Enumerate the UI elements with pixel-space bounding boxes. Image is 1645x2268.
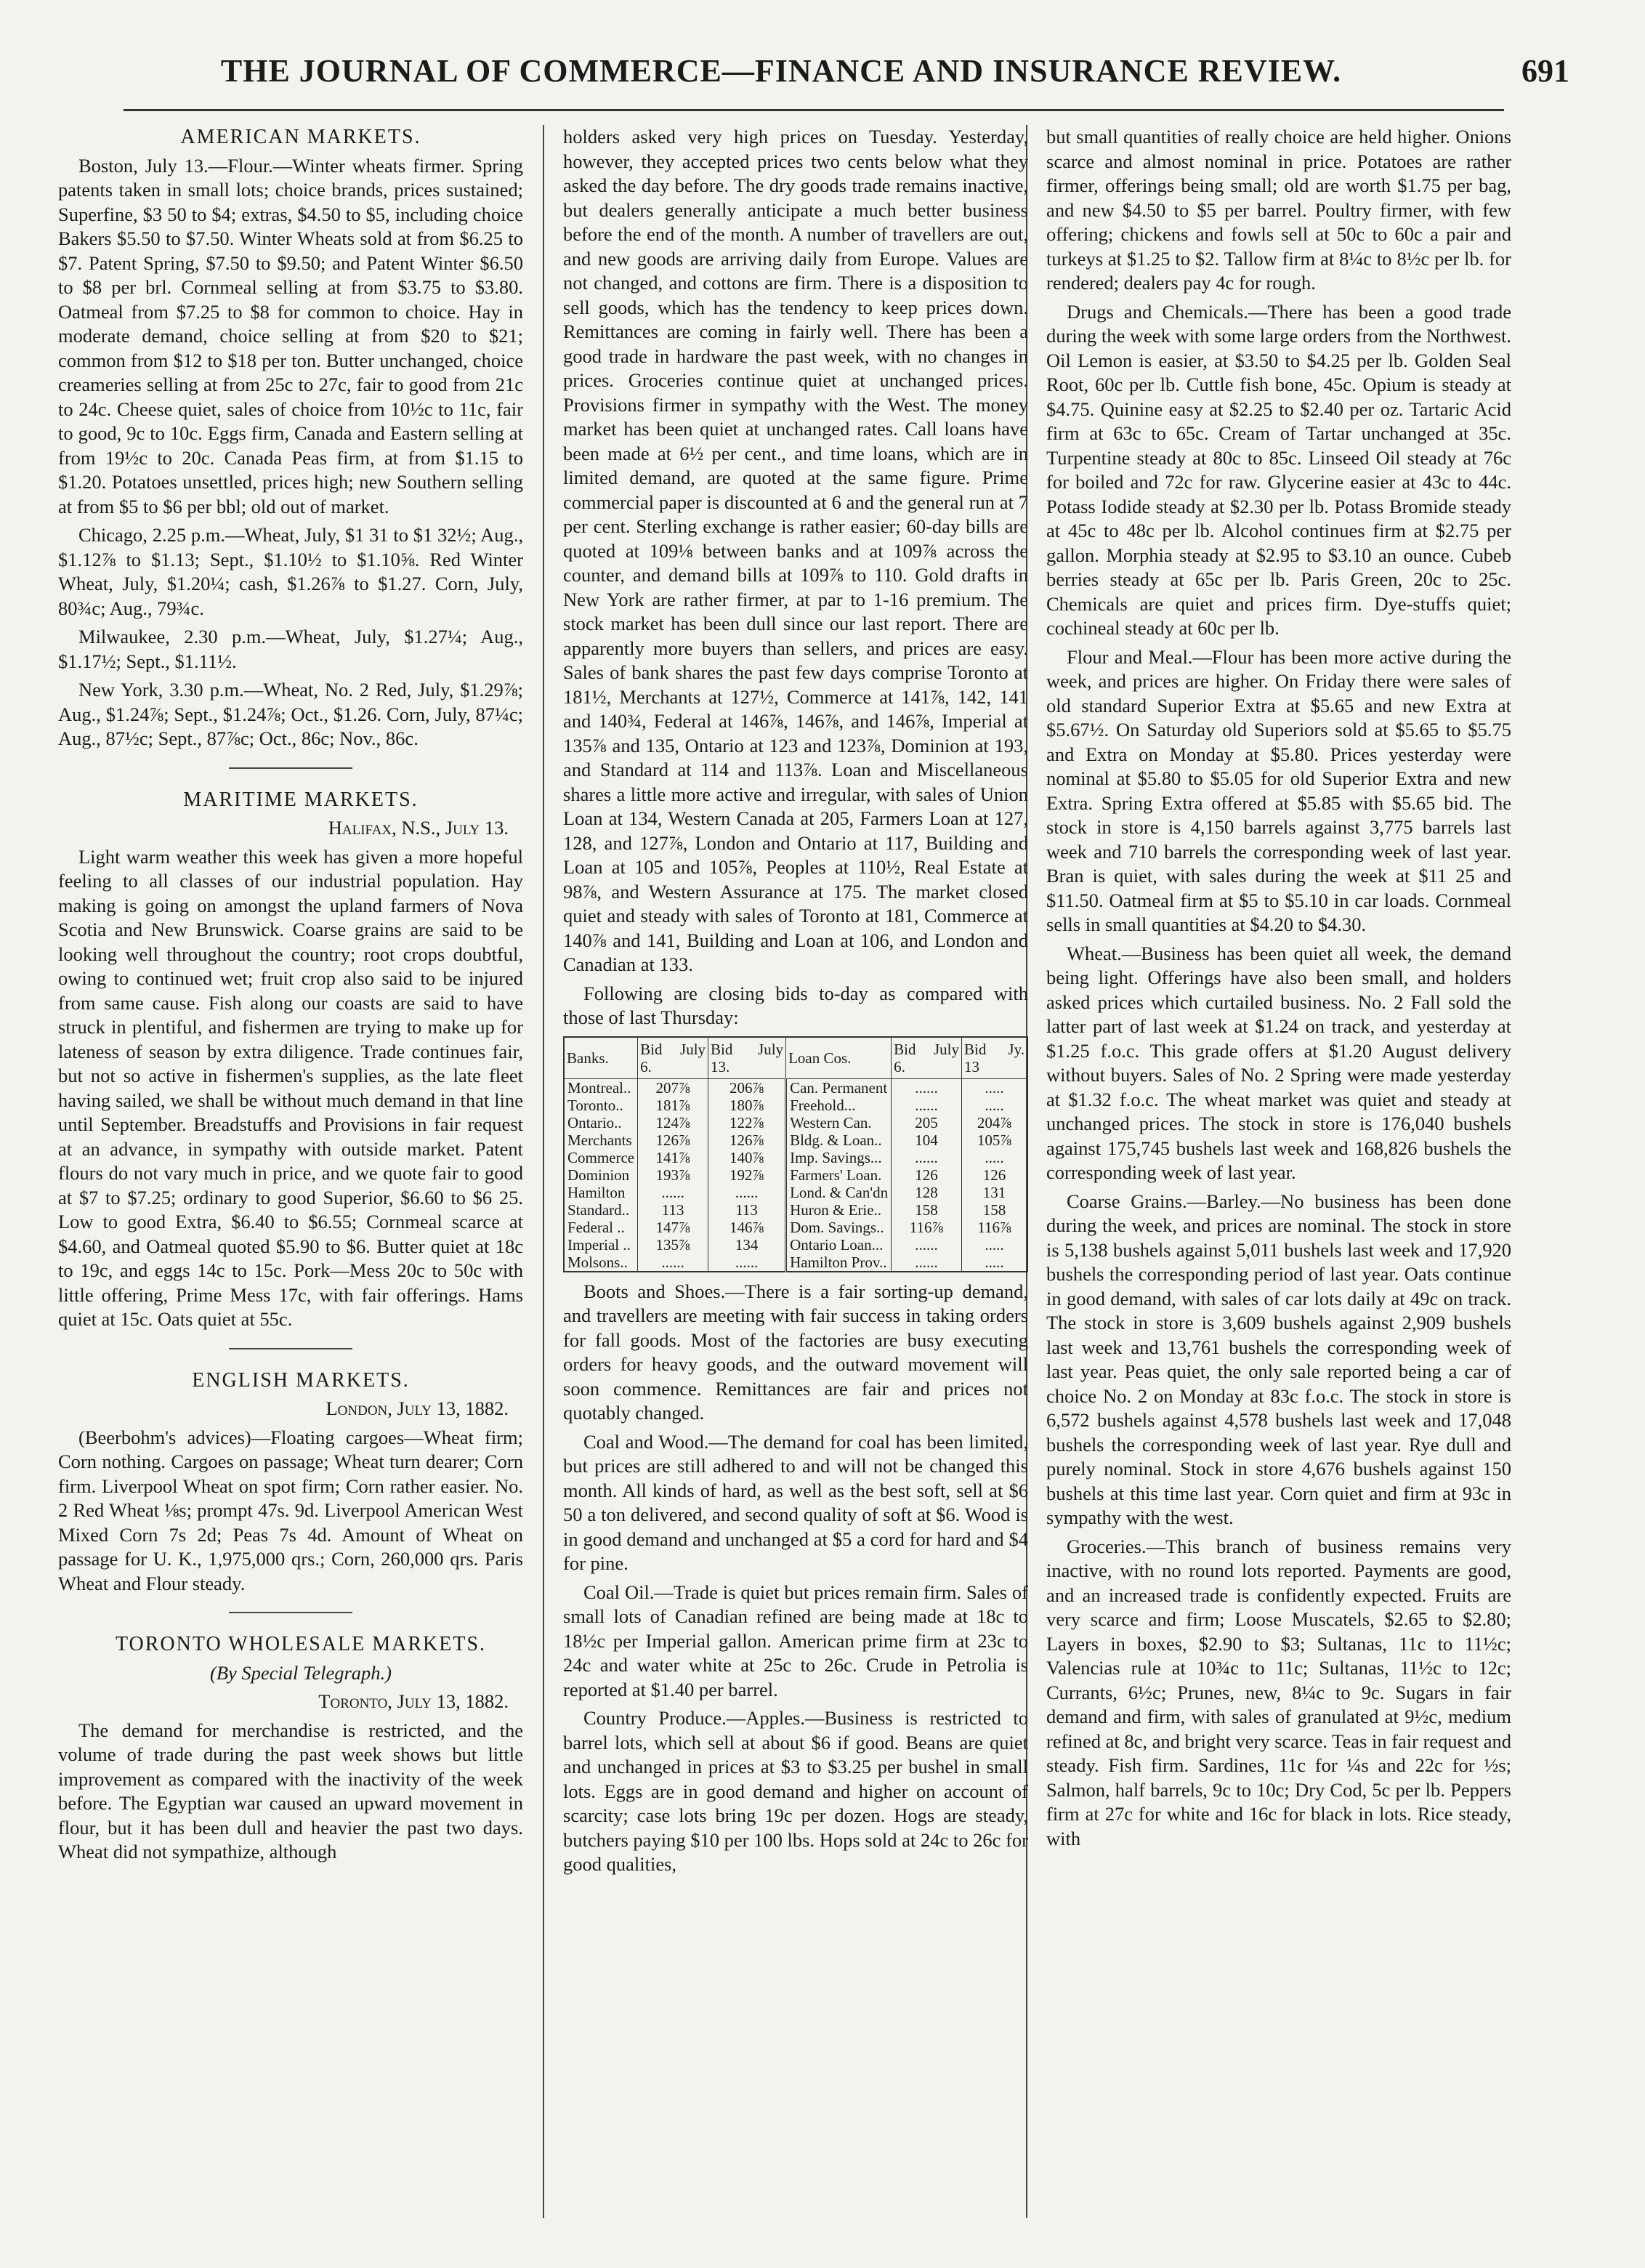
page-number: 691 <box>1521 53 1569 89</box>
column-divider <box>543 125 544 2218</box>
loan-bid-july-6: ...... <box>892 1236 962 1254</box>
loan-co-name: Freehold... <box>786 1097 892 1114</box>
bank-name: Molsons.. <box>564 1254 638 1272</box>
header-bid-july-13-loan: Bid Jy. 13 <box>961 1037 1027 1079</box>
bank-bid-july-6: 135⅞ <box>638 1236 708 1254</box>
toronto-markets-title: TORONTO WHOLESALE MARKETS. <box>115 1633 487 1655</box>
loan-bid-july-6: 104 <box>892 1131 962 1149</box>
coal-oil-paragraph: Coal Oil.—Trade is quiet but prices remain firm. Sales of small lots of Canadian refined are being made at 18c to 18½c per Imperial gallon. American prime firm at 23c to 24c and water white at 25c to 26c. Crude in Petrolia is reported at $1.40 per barrel. <box>563 1581 1028 1700</box>
bank-name: Standard.. <box>564 1201 638 1219</box>
loan-bid-july-13: 126 <box>961 1166 1027 1184</box>
header-loan-cos: Loan Cos. <box>786 1037 892 1079</box>
bank-name: Commerce <box>564 1149 638 1166</box>
loan-co-name: Farmers' Loan. <box>786 1166 892 1184</box>
maritime-paragraph: Light warm weather this week has given a more hopeful feeling to all classes of our industrial population. Hay making is going on amongst the upland farmers of Nova Scotia and New Brunswick. Coarse grains are said to be looking well throughout the country; root crops doubtful, owing to continued wet; fruit crop also said to be injured from same cause. Fish along our coasts are said to have struck in plentiful, and fishermen are trying to make up for lateness of season by extra diligence. Trade continues fair, but not so active in fishermen's supplies, as the late fleet having sailed, we shall be without much demand in that line until September. Breadstuffs and Provisions in fair request at an advance, in sympathy with outside market. Patent flours do not vary much in price, and we quote fair to good at $7 to $7.25; ordinary to good Superior, $6.60 to $6 25. Low to good Extra, $6.40 to $6.55; Cornmeal scarce at $4.60, and Oatmeal quoted $5.90 to $6. Butter quiet at 18c to 19c, and eggs 14c to 15c. Pork—Mess 20c to 50c with little offering, Prime Mess 17c, with fair offerings. Hams quiet at 15c. Oats quiet at 55c. <box>58 845 523 1330</box>
bank-bid-july-6: 126⅞ <box>638 1131 708 1149</box>
loan-bid-july-6: 126 <box>892 1166 962 1184</box>
table-row <box>564 1219 1027 1236</box>
loan-bid-july-13: 105⅞ <box>961 1131 1027 1149</box>
bank-bid-july-6: 207⅞ <box>638 1078 708 1097</box>
header-bid-july-6: Bid July 6. <box>638 1037 708 1079</box>
produce-continued-paragraph: but small quantities of really choice are held higher. Onions scarce and almost nominal in price. Potatoes are rather firmer, offerings being small; old are worth $1.75 per bag, and new $4.50 to $5 per barrel. Poultry firmer, with few offering; chickens and fowls sell at 50c to 60c a pair and turkeys at $1.25 to $2. Tallow firm at 8¼c to 8½c per lb. for rendered; dealers pay 4c for rough. <box>1046 126 1511 294</box>
loan-co-name: Huron & Erie.. <box>786 1201 892 1219</box>
bank-name: Federal .. <box>564 1219 638 1236</box>
toronto-continued-paragraph: holders asked very high prices on Tuesday. Yesterday, however, they accepted prices two cents below what they asked the day before. The dry goods trade remains inactive, but dealers generally anticipate a much better business before the end of the month. A number of travellers are out, and new goods are arriving daily from Europe. Values are not changed, and cottons are firm. There is a disposition to sell goods, which has the tendency to keep prices down. Remittances are coming in fairly well. There has been a good trade in hardware the past week, with no changes in prices. Groceries continue quiet at unchanged prices. Provisions firmer in sympathy with the West. The money market has been quiet at unchanged rates. Call loans have been made at 6½ per cent., and time loans, which are in limited demand, are quoted at the same figure. Prime commercial paper is discounted at 6 and the general run at 7 per cent. Sterling exchange is rather easier; 60-day bills are quoted at 109⅛ between banks and at 109⅞ across the counter, and demand bills at 109⅞ to 110. Gold drafts in New York are rather firmer, at par to 1-16 premium. The stock market has been dull since our last report. There are apparently more buyers than sellers, and prices are easy. Sales of bank shares the past few days comprise Toronto at 181½, Merchants at 127½, Commerce at 141⅞, 142, 141 and 140¾, Federal at 146⅞, 146⅞, and 146⅞, Imperial at 135⅞ and 135, Ontario at 123 and 123⅞, Dominion at 193, and Standard at 114 and 113⅞. Loan and Miscellaneous shares a little more active and irregular, with sales of Union Loan at 134, Western Canada at 205, Farmers Loan at 127, 128, and 127⅞, London and Ontario at 117, Building and Loan at 105 and 105⅞, Peoples at 110½, Real Estate at 98⅞, and Western Assurance at 175. The market closed quiet and steady with sales of Toronto at 181, Commerce at 140⅞ and 141, Building and Loan at 106, and London and Canadian at 133. <box>563 126 1028 975</box>
country-produce-paragraph: Country Produce.—Apples.—Business is restricted to barrel lots, which sell at about $6 if good. Beans are quiet and unchanged in prices at $3 to $3.25 per bushel in small lots. Eggs are in good demand and higher on account of scarcity; case lots bring 19c per dozen. Hogs are steady, butchers paying $10 per 100 lbs. Hops sold at 24c to 26c for good qualities, <box>563 1707 1028 1875</box>
bank-bid-july-13: 113 <box>708 1201 786 1219</box>
loan-bid-july-6: ...... <box>892 1078 962 1097</box>
table-row <box>564 1184 1027 1201</box>
loan-bid-july-13: ..... <box>961 1097 1027 1114</box>
bank-bid-july-13: 126⅞ <box>708 1131 786 1149</box>
loan-co-name: Can. Permanent <box>786 1078 892 1097</box>
column-3 <box>1046 125 1511 2232</box>
bank-bid-july-6: ...... <box>638 1184 708 1201</box>
section-rule <box>229 1612 352 1613</box>
toronto-paragraph: The demand for merchandise is restricted, and the volume of trade during the past week shows but little improvement as compared with the inactivity of the week before. The Egyptian war caused an upward movement in flour, but it has been dull and heavier the past two days. Wheat did not sympathize, although <box>58 1719 523 1863</box>
bank-bid-july-13: 140⅞ <box>708 1149 786 1166</box>
loan-bid-july-13: ..... <box>961 1236 1027 1254</box>
bids-table-body <box>564 1078 1027 1272</box>
loan-co-name: Lond. & Can'dn <box>786 1184 892 1201</box>
bank-name: Imperial .. <box>564 1236 638 1254</box>
bids-table-header <box>564 1037 1027 1079</box>
loan-bid-july-6: 205 <box>892 1114 962 1131</box>
flour-meal-paragraph: Flour and Meal.—Flour has been more active during the week, and prices are higher. On Friday there were sales of old standard Superior Extra at $5.65 and new Extra at $5.67½. On Saturday old Superiors sold at $5.65 to $5.75 and Extra on Monday at $5.80. Prices yesterday were nominal at $5.80 to $5.05 for old Superior Extra and new Extra. Spring Extra offered at $5.85 with $5.65 bid. The stock in store is 4,150 barrels against 3,775 barrels last week and 710 barrels the corresponding week of last year. Bran is quiet, with sales during the week at $11 25 and $11.50. Oatmeal firm at $5 to $5.10 in car loads. Cornmeal sells in small quantities at $4.20 to $4.30. <box>1046 645 1511 935</box>
american-chicago-paragraph: Chicago, 2.25 p.m.—Wheat, July, $1 31 to $1 32½; Aug., $1.12⅞ to $1.13; Sept., $1.10½ to $1.10⅝. Red Winter Wheat, July, $1.20¼; cash, $1.26⅞ to $1.27. Corn, July, 80¾c; Aug., 79¾c. <box>58 524 523 619</box>
header-banks: Banks. <box>564 1037 638 1079</box>
loan-co-name: Dom. Savings.. <box>786 1219 892 1236</box>
bids-table <box>563 1036 1028 1272</box>
table-row <box>564 1201 1027 1219</box>
loan-co-name: Ontario Loan... <box>786 1236 892 1254</box>
loan-co-name: Imp. Savings... <box>786 1149 892 1166</box>
boots-shoes-paragraph: Boots and Shoes.—There is a fair sorting-up demand, and travellers are meeting with fair success in taking orders for fall goods. Most of the factories are busy executing orders for heavy goods, and the outward movement will soon commence. Remittances are fair and prices not quotably changed. <box>563 1280 1028 1424</box>
section-rule <box>229 1348 352 1349</box>
loan-bid-july-6: 116⅞ <box>892 1219 962 1236</box>
bank-bid-july-13: ...... <box>708 1184 786 1201</box>
bank-name: Hamilton <box>564 1184 638 1201</box>
column-2 <box>563 125 1028 2232</box>
groceries-paragraph: Groceries.—This branch of business remains very inactive, with no round lots reported. Payments are good, and an increased trade is confidently expected. Fruits are very scarce and firm; Loose Muscatels, $2.65 to $2.80; Layers in boxes, $2.90 to $3; Sultanas, 11c to 11½c; Valencias rule at 10¾c to 11c; Sultanas, 11½c to 12c; Currants, 6½c; Prunes, new, 8¼c to 9c. Sugars in fair demand and firm, with sales of granulated at 9½c, medium refined at 8c, and bright very scarce. Teas in fair request and steady. Fish firm. Sardines, 11c for ¼s and 22c for ½s; Salmon, half barrels, 9c to 10c; Dry Cod, 5c per lb. Peppers firm at 27c for white and 16c for black in lots. Rice steady, with <box>1046 1535 1511 1849</box>
english-paragraph: (Beerbohm's advices)—Floating cargoes—Wheat firm; Corn nothing. Cargoes on passage; Wheat turn dearer; Corn firm. Liverpool Wheat on spot firm; Corn rather easier. No. 2 Red Wheat ⅛s; prompt 47s. 9d. Liverpool American West Mixed Corn 7s 2d; Peas 7s 4d. Amount of Wheat on passage for U. K., 1,975,000 qrs.; Corn, 260,000 qrs. Paris Wheat and Flour steady. <box>58 1426 523 1594</box>
bank-bid-july-6: 141⅞ <box>638 1149 708 1166</box>
table-row <box>564 1114 1027 1131</box>
bank-bid-july-13: 134 <box>708 1236 786 1254</box>
bids-intro: Following are closing bids to-day as compared with those of last Thursday: <box>563 982 1028 1028</box>
american-markets-title: AMERICAN MARKETS. <box>180 126 421 148</box>
table-row <box>564 1097 1027 1114</box>
american-milwaukee-paragraph: Milwaukee, 2.30 p.m.—Wheat, July, $1.27¼; Aug., $1.17½; Sept., $1.11½. <box>58 626 523 672</box>
maritime-dateline: Halifax, N.S., July 13. <box>328 817 509 839</box>
american-newyork-paragraph: New York, 3.30 p.m.—Wheat, No. 2 Red, July, $1.29⅞; Aug., $1.24⅞; Sept., $1.24⅞; Oct., $1.26. Corn, July, 87¼c; Aug., 87½c; Sept., 87⅞c; Oct., 86c; Nov., 86c. <box>58 679 523 749</box>
american-boston-paragraph: Boston, July 13.—Flour.—Winter wheats firmer. Spring patents taken in small lots; choice brands, prices sustained; Superfine, $3 50 to $4; extras, $4.50 to $5, including choice Bakers $5.50 to $7.50. Winter Wheats sold at from $6.25 to $7. Patent Spring, $7.50 to $9.50; and Patent Winter $6.50 to $8 per brl. Cornmeal selling at from $3.75 to $3.80. Oatmeal from $7.25 to $8 for common to choice. Hay in moderate demand, choice selling at from $20 to $21; common from $12 to $18 per ton. Butter unchanged, choice creameries selling at from 25c to 27c, fair to good from 21c to 24c. Cheese quiet, sales of choice from 10½c to 11c, fair to good, 9c to 10c. Eggs firm, Canada and Eastern selling at from 19½c to 20c. Canada Peas firm, at from $1.15 to $1.20. Potatoes unsettled, prices high; new Southern selling at from $5 to $6 per bbl; old out of market. <box>58 154 523 517</box>
table-row <box>564 1166 1027 1184</box>
loan-bid-july-13: 131 <box>961 1184 1027 1201</box>
loan-bid-july-6: ...... <box>892 1097 962 1114</box>
coarse-grains-paragraph: Coarse Grains.—Barley.—No business has been done during the week, and prices are nominal. The stock in store is 5,138 bushels against 5,011 bushels last week and 17,920 bushels the corresponding period of last year. Oats continue in good demand, with sales of car lots daily at 49c on track. The stock in store is 3,609 bushels against 2,909 bushels last week and 13,761 bushels the corresponding week of last year. Peas quiet, the only sale reported being a car of choice No. 2 on Monday at 83c f.o.c. The stock in store is 6,572 bushels against 4,578 bushels last week and 17,048 bushels the corresponding week of last year. Rye dull and purely nominal. Stock in store 4,676 bushels against 150 bushels at this time last year. Corn quiet and firm at 93c in sympathy with the west. <box>1046 1190 1511 1528</box>
header-bid-july-6-loan: Bid July 6. <box>892 1037 962 1079</box>
bank-bid-july-13: 206⅞ <box>708 1078 786 1097</box>
loan-bid-july-13: 204⅞ <box>961 1114 1027 1131</box>
loan-bid-july-6: 128 <box>892 1184 962 1201</box>
coal-wood-paragraph: Coal and Wood.—The demand for coal has been limited, but prices are still adhered to and will not be changed this month. All kinds of hard, as well as the best soft, sell at $6 50 a ton delivered, and second quality of soft at $6. Wood is in good demand and unchanged at $5 a cord for hard and $4 for pine. <box>563 1430 1028 1574</box>
bank-bid-july-13: 122⅞ <box>708 1114 786 1131</box>
bank-bid-july-6: 113 <box>638 1201 708 1219</box>
loan-bid-july-6: ...... <box>892 1254 962 1272</box>
loan-bid-july-13: 116⅞ <box>961 1219 1027 1236</box>
english-dateline: London, July 13, 1882. <box>326 1397 509 1419</box>
bank-name: Toronto.. <box>564 1097 638 1114</box>
table-row <box>564 1149 1027 1166</box>
page-header <box>80 52 1569 103</box>
journal-title: THE JOURNAL OF COMMERCE—FINANCE AND INSURANCE REVIEW. <box>220 53 1342 89</box>
table-row <box>564 1078 1027 1097</box>
column-1 <box>58 125 523 2232</box>
bank-bid-july-13: ...... <box>708 1254 786 1272</box>
bank-bid-july-6: 124⅞ <box>638 1114 708 1131</box>
english-markets-title: ENGLISH MARKETS. <box>192 1368 410 1392</box>
loan-bid-july-13: ..... <box>961 1149 1027 1166</box>
loan-co-name: Bldg. & Loan.. <box>786 1131 892 1149</box>
bank-name: Ontario.. <box>564 1114 638 1131</box>
header-bid-july-13: Bid July 13. <box>708 1037 786 1079</box>
bank-name: Merchants <box>564 1131 638 1149</box>
section-rule <box>229 767 352 769</box>
loan-bid-july-13: ..... <box>961 1254 1027 1272</box>
bank-bid-july-6: ...... <box>638 1254 708 1272</box>
loan-bid-july-6: ...... <box>892 1149 962 1166</box>
bids-table-wrap <box>563 1036 1028 1272</box>
table-row <box>564 1236 1027 1254</box>
loan-bid-july-6: 158 <box>892 1201 962 1219</box>
drugs-chemicals-paragraph: Drugs and Chemicals.—There has been a good trade during the week with some large orders from the Northwest. Oil Lemon is easier, at $3.50 to $4.25 per lb. Golden Seal Root, 60c per lb. Cuttle fish bone, 45c. Opium is steady at $4.75. Quinine easy at $2.25 to $2.40 per oz. Tartaric Acid firm at 63c to 65c. Cream of Tartar unchanged at 35c. Turpentine steady at 80c to 85c. Linseed Oil steady at 76c for boiled and 72c for raw. Glycerine easier at 43c to 44c. Potass Iodide steady at $2.30 per lb. Potass Bromide steady at 45c to 48c per lb. Alcohol continues firm at $2.75 per gallon. Morphia steady at $2.95 to $3.10 an ounce. Cubeb berries steady at 65c per lb. Paris Green, 20c to 25c. Chemicals are quiet and prices firm. Dye-stuffs quiet; cochineal steady at 60c per lb. <box>1046 300 1511 639</box>
table-row <box>564 1131 1027 1149</box>
bank-bid-july-6: 147⅞ <box>638 1219 708 1236</box>
loan-bid-july-13: 158 <box>961 1201 1027 1219</box>
toronto-subtitle: (By Special Telegraph.) <box>210 1661 392 1684</box>
wheat-paragraph: Wheat.—Business has been quiet all week, the demand being light. Offerings have also been small, and holders asked prices which curtailed business. No. 2 Fall sold the latter part of last week at $1.24 on track, and yesterday at $1.25 f.o.c. This grade offers at $1.20 August delivery without buyers. Sales of No. 2 Spring were made yesterday at $1.32 f.o.c. The wheat market was quiet and steady at unchanged prices. The stock in store is 176,040 bushels against 175,745 bushels last week and 168,826 bushels the corresponding week of last year. <box>1046 942 1511 1183</box>
bank-bid-july-13: 192⅞ <box>708 1166 786 1184</box>
header-rule <box>124 109 1504 111</box>
loan-bid-july-13: ..... <box>961 1078 1027 1097</box>
toronto-dateline: Toronto, July 13, 1882. <box>318 1690 509 1712</box>
maritime-markets-title: MARITIME MARKETS. <box>183 788 419 811</box>
bank-bid-july-13: 180⅞ <box>708 1097 786 1114</box>
bank-bid-july-13: 146⅞ <box>708 1219 786 1236</box>
loan-co-name: Hamilton Prov.. <box>786 1254 892 1272</box>
table-row <box>564 1254 1027 1272</box>
bank-name: Montreal.. <box>564 1078 638 1097</box>
loan-co-name: Western Can. <box>786 1114 892 1131</box>
bank-bid-july-6: 193⅞ <box>638 1166 708 1184</box>
bank-bid-july-6: 181⅞ <box>638 1097 708 1114</box>
bank-name: Dominion <box>564 1166 638 1184</box>
